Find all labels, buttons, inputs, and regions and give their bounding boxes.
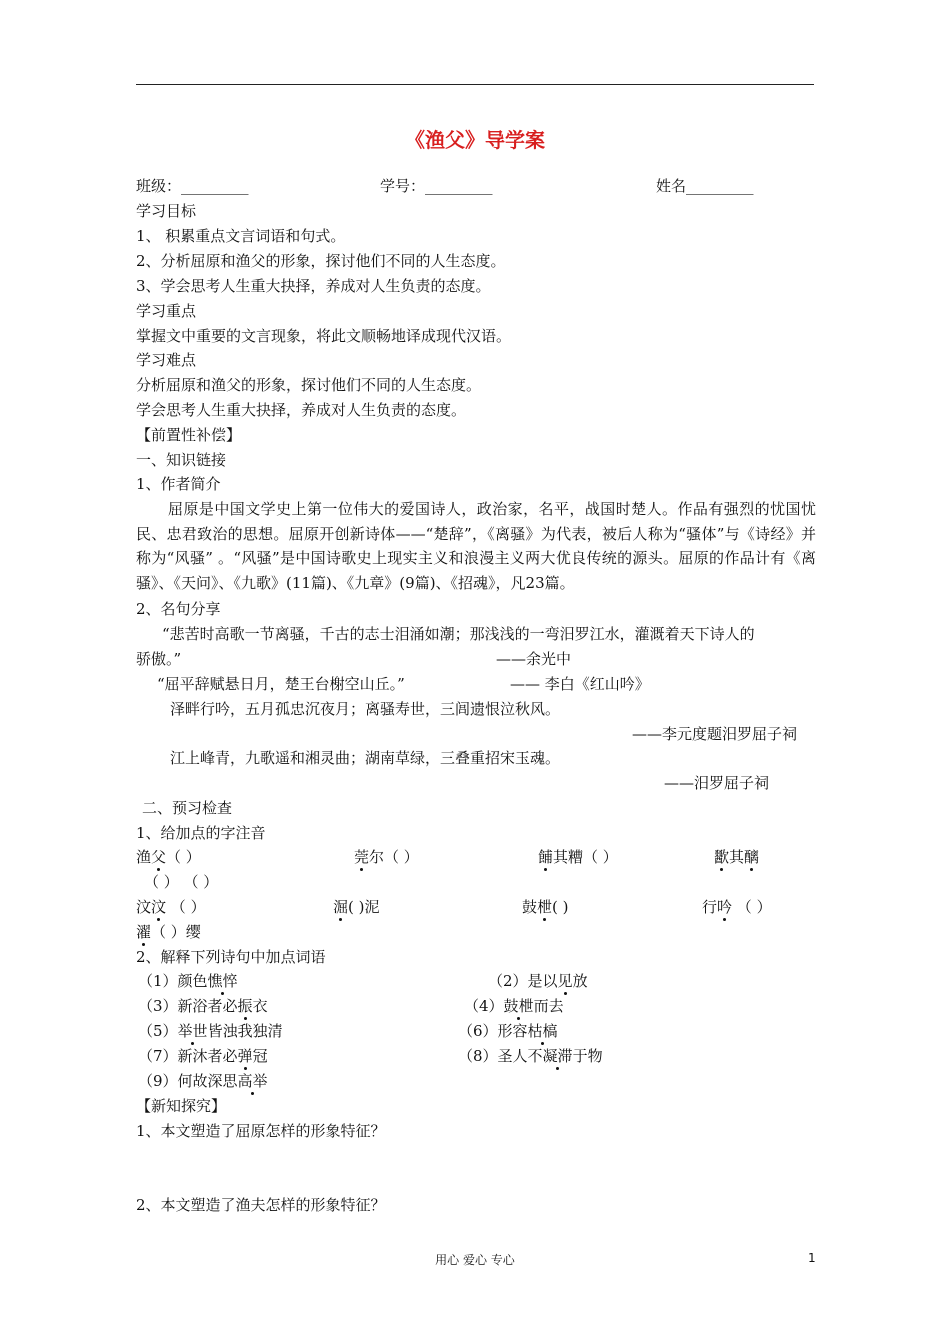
dotted-char: 枻 — [537, 898, 553, 916]
dotted-char: 淈 — [333, 898, 349, 916]
quotes-heading: 2、名句分享 — [136, 600, 221, 618]
pinyin-item — [136, 847, 201, 867]
author-heading: 1、作者简介 — [136, 475, 221, 493]
pinyin-item — [333, 897, 380, 917]
pinyin-text: 其 — [729, 848, 745, 866]
dotted-word: 弹 — [237, 1047, 253, 1065]
explain-text: （6）形容 — [458, 1022, 528, 1040]
quote-line: “悲苦时高歌一节离骚，千古的志士泪涌如潮；那浅浅的一弯汨罗江水，灌溉着天下诗人的 — [162, 625, 755, 643]
explain-text: （8）圣人不 — [458, 1047, 543, 1065]
pinyin-blank-row: （ ） （ ） — [144, 873, 219, 891]
pre-section-heading: 【前置性补偿】 — [136, 426, 242, 444]
goals-heading: 学习目标 — [136, 202, 197, 220]
quote-line: 泽畔行吟，五月孤忠沉夜月；离骚寿世，三闾遗恨泣秋风。 — [170, 700, 561, 718]
author-paragraph: 屈原是中国文学史上第一位伟大的爱国诗人，政治家，名平，战国时楚人。作品有强烈的忧国忧民、忠君致治的思想。屈原开创新诗体——“楚辞”，《离骚》为代表，被后人称为“骚体”与《诗经》并称为“风骚” 。“风骚”是中国诗歌史上现实主义和浪漫主义两大优良传统的源头。屈原的作品计有《离骚》、《天问》、《九歌》(11篇)、《九章》(9篇)、《招魂》，凡23篇。 — [136, 500, 816, 592]
explain-item — [464, 996, 564, 1016]
explain-text: （1）颜色 — [138, 972, 208, 990]
key-text: 掌握文中重要的文言现象，将此文顺畅地译成现代汉语。 — [136, 327, 512, 345]
explain-text: 皆浊我独清 — [207, 1022, 283, 1040]
dotted-word: 枯槁 — [527, 1022, 558, 1040]
dotted-word: 振 — [237, 997, 253, 1015]
explain-item — [138, 996, 268, 1016]
pinyin-blank: （ ） — [732, 898, 772, 916]
pinyin-item — [354, 847, 419, 867]
knowledge-link-heading: 一、知识链接 — [136, 451, 227, 469]
explain-text: 衣 — [252, 997, 268, 1015]
pinyin-text: 渔 — [136, 848, 152, 866]
pinyin-item — [538, 847, 618, 867]
question-1: 1、本文塑造了屈原怎样的形象特征？ — [136, 1122, 386, 1140]
dotted-char: 莞 — [354, 848, 370, 866]
name-field: 姓名_________ — [656, 177, 754, 195]
explain-text: （7）新沐者必 — [138, 1047, 238, 1065]
pinyin-item — [136, 922, 201, 942]
explain-item — [138, 1021, 283, 1041]
dotted-word: 鼓枻 — [503, 997, 534, 1015]
explain-item — [458, 1046, 603, 1066]
page-number: 1 — [808, 1251, 816, 1265]
explain-text: （5） — [138, 1022, 178, 1040]
dotted-char: 汶 — [151, 898, 167, 916]
pinyin-blank: （ ）缨 — [151, 923, 201, 941]
dotted-word: 憔悴 — [207, 972, 238, 990]
pinyin-text: 鼓 — [522, 898, 538, 916]
quote-line: 江上峰青，九歌遥和湘灵曲；湖南草绿，三叠重招宋玉魂。 — [170, 749, 561, 767]
quote-line: 骄傲。” — [136, 650, 182, 668]
quote-author: ——汨罗屈子祠 — [664, 774, 770, 792]
pinyin-item — [522, 897, 569, 917]
dotted-word: 高举 — [237, 1072, 268, 1090]
pinyin-item — [702, 897, 772, 917]
explain-item — [138, 1046, 268, 1066]
explain-text: 而去 — [533, 997, 564, 1015]
pinyin-heading: 1、给加点的字注音 — [136, 824, 266, 842]
pinyin-text: 行 — [702, 898, 718, 916]
goal-item: 2、分析屈原和渔父的形象，探讨他们不同的人生态度。 — [136, 252, 506, 270]
difficulty-line: 学会思考人生重大抉择，养成对人生负责的态度。 — [136, 401, 467, 419]
dotted-char: 醨 — [744, 848, 760, 866]
pinyin-blank: （ ） — [166, 848, 201, 866]
preview-heading: 二、预习检查 — [142, 799, 233, 817]
pinyin-blank: 尔（ ） — [369, 848, 419, 866]
dotted-char: 父 — [151, 848, 167, 866]
explain-text: 放 — [572, 972, 588, 990]
pinyin-blank: （ ） — [166, 898, 206, 916]
document-title: 《渔父》导学案 — [405, 128, 545, 152]
dotted-char: 餔 — [538, 848, 554, 866]
quote-author: —— 李白《红山吟》 — [510, 675, 650, 693]
pinyin-blank: 其糟（ ） — [553, 848, 618, 866]
dotted-word: 举世 — [177, 1022, 208, 1040]
explain-text: （2）是以 — [488, 972, 558, 990]
explain-heading: 2、解释下列诗句中加点词语 — [136, 948, 326, 966]
quote-line: “屈平辞赋悬日月，楚王台榭空山丘。” — [157, 675, 405, 693]
pinyin-item — [136, 897, 206, 917]
dotted-word: 凝滞 — [542, 1047, 573, 1065]
goal-item: 1、 积累重点文言词语和句式。 — [136, 227, 346, 245]
pinyin-item — [714, 847, 759, 867]
explain-item — [138, 971, 238, 991]
page-footer: 用心 爱心 专心 — [435, 1253, 515, 1267]
pinyin-text: 汶 — [136, 898, 152, 916]
difficulty-line: 分析屈原和渔父的形象，探讨他们不同的人生态度。 — [136, 376, 482, 394]
pinyin-blank: ( )泥 — [348, 898, 380, 916]
header-rule — [136, 84, 814, 85]
difficulty-heading: 学习难点 — [136, 351, 197, 369]
dotted-char: 歠 — [714, 848, 730, 866]
key-heading: 学习重点 — [136, 302, 197, 320]
explore-section-heading: 【新知探究】 — [136, 1097, 227, 1115]
dotted-char: 吟 — [717, 898, 733, 916]
quote-author: ——余光中 — [496, 650, 572, 668]
dotted-word: 见 — [557, 972, 573, 990]
explain-item — [488, 971, 588, 991]
explain-item — [138, 1071, 268, 1091]
student-id-field: 学号：_________ — [380, 177, 493, 195]
explain-text: （9）何故深思 — [138, 1072, 238, 1090]
class-field: 班级：_________ — [136, 177, 249, 195]
quote-author: ——李元度题汨罗屈子祠 — [632, 725, 798, 743]
dotted-char: 濯 — [136, 923, 152, 941]
explain-text: 冠 — [252, 1047, 268, 1065]
explain-text: （4） — [464, 997, 504, 1015]
explain-text: 于物 — [572, 1047, 603, 1065]
pinyin-blank: ( ) — [552, 898, 569, 916]
explain-item — [458, 1021, 558, 1041]
explain-text: （3）新浴者必 — [138, 997, 238, 1015]
question-2: 2、本文塑造了渔夫怎样的形象特征？ — [136, 1196, 386, 1214]
goal-item: 3、学会思考人生重大抉择，养成对人生负责的态度。 — [136, 277, 491, 295]
